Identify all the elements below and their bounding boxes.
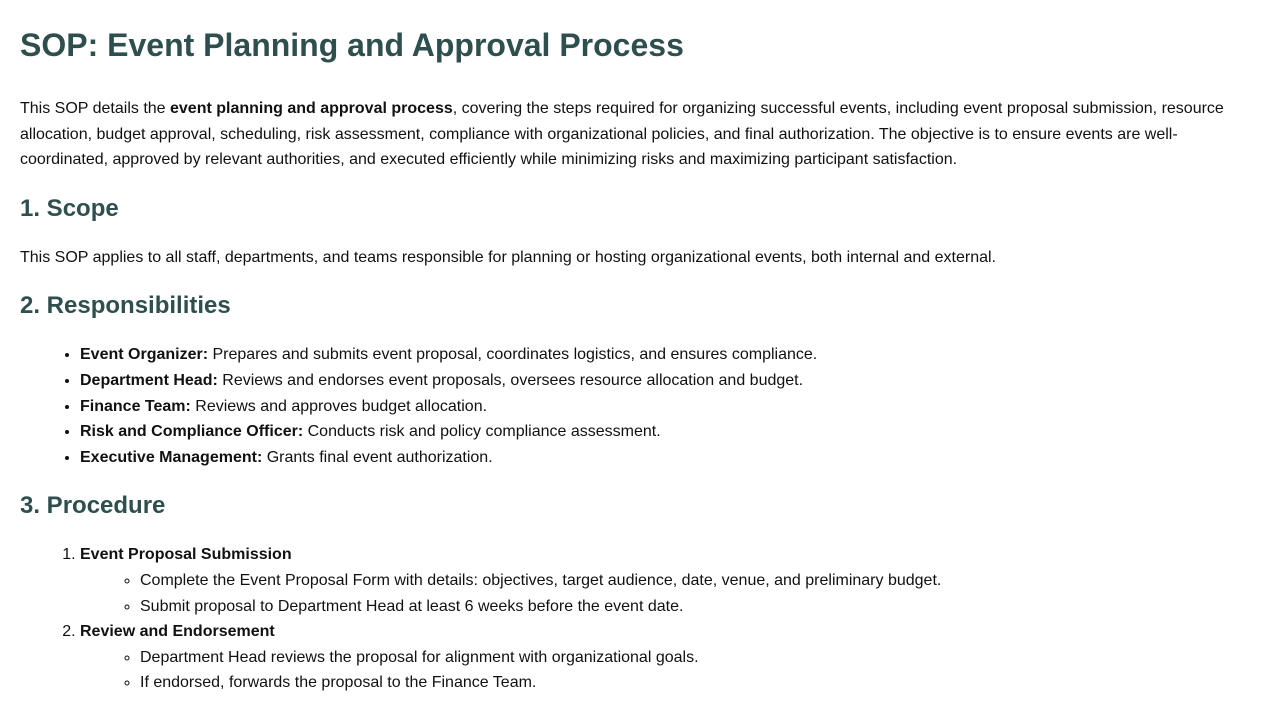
role-description: Reviews and endorses event proposals, oversees resource allocation and budget. xyxy=(217,371,804,389)
intro-paragraph xyxy=(20,96,1243,173)
role-description: Reviews and approves budget allocation. xyxy=(190,397,488,415)
role-label: Department Head: xyxy=(80,371,218,389)
role-label: Finance Team: xyxy=(80,397,191,415)
procedure-step xyxy=(80,619,1243,696)
role-description: Grants final event authorization. xyxy=(262,448,493,466)
role-label: Event Organizer: xyxy=(80,346,209,364)
step-title: Review and Endorsement xyxy=(80,623,275,641)
list-item xyxy=(80,394,1243,420)
intro-bold-phrase: event planning and approval process xyxy=(170,100,453,117)
role-description: Conducts risk and policy compliance assessment. xyxy=(303,423,661,441)
step-substeps-list xyxy=(80,645,1243,696)
list-item: ◦ If endorsed, forwards the proposal to the Finance Team. xyxy=(140,670,1243,696)
list-item: ◦ Complete the Event Proposal Form with details: objectives, target audience, date, venue, and preliminary budget. xyxy=(140,568,1243,594)
step-substeps-list xyxy=(80,568,1243,619)
scope-heading: 1. Scope xyxy=(20,194,119,222)
page-title: SOP: Event Planning and Approval Process xyxy=(20,27,684,63)
list-item xyxy=(80,419,1243,445)
procedure-heading: 3. Procedure xyxy=(20,492,166,520)
responsibilities-heading: 2. Responsibilities xyxy=(20,292,231,320)
list-item xyxy=(80,368,1243,394)
responsibilities-list xyxy=(20,342,1243,470)
role-description: Prepares and submits event proposal, coordinates logistics, and ensures compliance. xyxy=(208,346,818,364)
list-item xyxy=(80,342,1243,368)
role-label: Executive Management: xyxy=(80,448,263,466)
document-page xyxy=(0,24,1263,696)
list-item xyxy=(80,445,1243,471)
intro-suffix: , covering the steps required for organizing successful events, including event proposal submission, resource allocation, budget approval, scheduling, risk assessment, compliance with organizational policies, and final authorization. The objective is to ensure events are well-coordinated, approved by relevant authorities, and executed efficiently while minimizing risks and maximizing participant satisfaction. xyxy=(20,100,1224,169)
procedure-step xyxy=(80,542,1243,619)
step-title: Event Proposal Submission xyxy=(80,546,292,564)
scope-paragraph: This SOP applies to all staff, departments, and teams responsible for planning or hosting organizational events, both internal and external. xyxy=(20,248,996,266)
list-item: ◦ Submit proposal to Department Head at least 6 weeks before the event date. xyxy=(140,594,1243,620)
procedure-steps-list xyxy=(20,542,1243,696)
list-item: ◦ Department Head reviews the proposal for alignment with organizational goals. xyxy=(140,645,1243,671)
role-label: Risk and Compliance Officer: xyxy=(80,423,304,441)
intro-prefix: This SOP details the xyxy=(20,100,170,117)
